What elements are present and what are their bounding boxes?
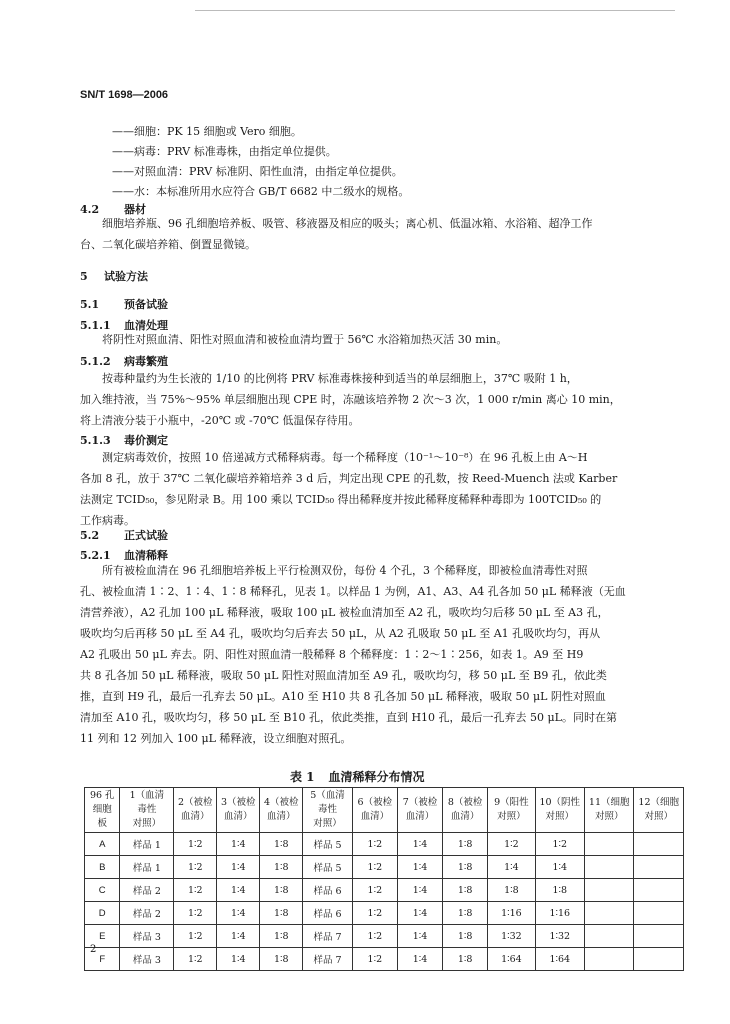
table-row [85,879,684,902]
table-title: 血清稀释分布情况 [328,770,425,784]
table-cell: 1∶2 [352,879,397,902]
section-5-1-3-body [80,447,680,531]
table-cell: 1∶8 [443,902,488,925]
table-cell: 1∶2 [352,925,397,948]
column-header: 12（细胞 对照） [634,788,684,833]
table-cell: 1∶2 [352,902,397,925]
table-cell: 1∶4 [217,833,260,856]
column-header: 10（阴性 对照） [535,788,584,833]
table-cell: 样品 7 [303,948,352,971]
table-cell [634,948,684,971]
table-cell: 1∶64 [488,948,535,971]
section-number: 4.2 [80,203,100,216]
table-cell: 1∶4 [217,856,260,879]
table-row [85,902,684,925]
table-cell: 1∶4 [397,948,442,971]
table-cell: 样品 3 [120,948,174,971]
section-5-1-2-heading [80,353,168,369]
column-header: 5（血清 毒性 对照） [303,788,352,833]
table-cell: 1∶64 [535,948,584,971]
paragraph-line: 按毒种量约为生长液的 1/10 的比例将 PRV 标准毒株接种到适当的单层细胞上，37℃ 吸附 1 h， [102,372,578,385]
table-cell: 1∶4 [397,833,442,856]
table-cell: 1∶8 [260,879,303,902]
column-header: 2（被检 血清） [174,788,217,833]
table-cell [584,833,633,856]
row-letter-cell: A [85,833,120,856]
table-cell: 1∶4 [397,879,442,902]
table-cell: 1∶2 [488,833,535,856]
section-number: 5 [80,270,88,283]
table-cell: 样品 7 [303,925,352,948]
section-title: 试验方法 [104,270,148,283]
section-5-1-2-body [80,368,680,431]
table-cell: 样品 3 [120,925,174,948]
standard-code-header: SN/T 1698—2006 [80,89,169,101]
section-5-1-heading [80,296,168,312]
paragraph-line: 推，直到 H9 孔，最后一孔弃去 50 μL。A10 至 H10 共 8 孔各加 50 μL 稀释液，吸取 50 μL 阴性对照血 [80,690,606,703]
paragraph-line: 加入维持液，当 75%～95% 单层细胞出现 CPE 时，冻融该培养物 2 次～3 次，1 000 r/min 离心 10 min， [80,393,621,406]
section-title: 器材 [124,203,146,216]
table-cell: 1∶8 [443,948,488,971]
paragraph-line: 细胞培养瓶、96 孔细胞培养板、吸管、移液器及相应的吸头；离心机、低温冰箱、水浴箱、超净工作 [102,217,593,230]
table-cell [584,856,633,879]
material-item-serum: ——对照血清：PRV 标准阴、阳性血清，由指定单位提供。 [112,165,403,178]
table-cell: 1∶4 [217,902,260,925]
table-row [85,856,684,879]
table-cell: 1∶4 [397,856,442,879]
table-cell: 1∶32 [535,925,584,948]
table-label: 表 1 [290,770,315,784]
section-5-1-1-body [80,329,680,350]
table-cell: 1∶2 [535,833,584,856]
section-5-2-heading [80,527,168,543]
table-cell: 1∶4 [217,948,260,971]
table-cell: 1∶8 [535,879,584,902]
paragraph-line: 共 8 孔各加 50 μL 稀释液，吸取 50 μL 阳性对照血清加至 A9 孔，吸吹均匀，移 50 μL 至 B9 孔，依此类 [80,669,607,682]
table-cell: 1∶4 [217,879,260,902]
column-header: 8（被检 血清） [443,788,488,833]
table-cell: 1∶2 [174,856,217,879]
table-cell [584,902,633,925]
table-cell [584,925,633,948]
table-body [85,833,684,971]
table-cell: 1∶8 [260,856,303,879]
table-cell: 1∶8 [260,902,303,925]
table-cell: 1∶2 [352,948,397,971]
table-cell: 样品 6 [303,902,352,925]
paragraph-line: 清加至 A10 孔，吸吹均匀，移 50 μL 至 B10 孔，依此类推，直到 H10 孔，最后一孔弃去 50 μL。同时在第 [80,711,617,724]
paragraph-line: 测定病毒效价，按照 10 倍递减方式稀释病毒。每一个稀释度（10⁻¹～10⁻⁸）在 96 孔板上由 A～H [102,451,588,464]
table-cell [584,948,633,971]
column-header: 4（被检 血清） [260,788,303,833]
paragraph-line: 吸吹均匀后再移 50 μL 至 A4 孔，吸吹均匀后弃去 50 μL，从 A2 孔吸取 50 μL 至 A1 孔吸吹均匀，再从 [80,627,601,640]
table-cell: 1∶16 [488,902,535,925]
table-cell [634,925,684,948]
section-number: 5.2.1 [80,549,111,562]
section-title: 预备试验 [124,298,168,311]
material-item-virus: ——病毒：PRV 标准毒株，由指定单位提供。 [112,145,337,158]
column-header: 9（阳性 对照） [488,788,535,833]
table-cell: 1∶8 [260,925,303,948]
table-row [85,833,684,856]
section-title: 正式试验 [124,529,168,542]
paragraph-line: A2 孔吸出 50 μL 弃去。阴、阳性对照血清一般稀释 8 个稀释度：1∶2～1∶256，如表 1。A9 至 H9 [80,648,584,661]
table-cell [634,902,684,925]
table-cell: 1∶4 [217,925,260,948]
row-letter-cell: D [85,902,120,925]
table-cell: 1∶8 [443,879,488,902]
section-5-1-3-heading [80,432,168,448]
table-cell: 样品 1 [120,856,174,879]
table-cell: 1∶4 [397,902,442,925]
table-cell: 1∶2 [352,856,397,879]
column-header: 7（被检 血清） [397,788,442,833]
table-cell: 1∶4 [488,856,535,879]
table-cell [634,856,684,879]
table-cell: 1∶2 [174,833,217,856]
table-cell: 1∶2 [174,925,217,948]
page-number: 2 [90,944,97,955]
table-cell: 样品 2 [120,879,174,902]
table-row [85,948,684,971]
table-cell: 1∶2 [174,948,217,971]
table-cell: 样品 5 [303,856,352,879]
paragraph-line: 台、二氧化碳培养箱、倒置显微镜。 [80,238,256,251]
column-header: 3（被检 血清） [217,788,260,833]
paragraph-line: 工作病毒。 [80,514,135,527]
table-row [85,925,684,948]
row-letter-cell: B [85,856,120,879]
serum-dilution-table [84,787,684,971]
table-cell: 样品 1 [120,833,174,856]
column-header: 96 孔 细胞 板 [85,788,120,833]
paragraph-line: 所有被检血清在 96 孔细胞培养板上平行检测双份，每份 4 个孔，3 个稀释度，即被检血清毒性对照 [102,564,588,577]
table-cell [634,833,684,856]
table-cell: 1∶2 [174,879,217,902]
section-5-heading [80,268,148,284]
column-header: 1（血清 毒性 对照） [120,788,174,833]
paragraph-line: 将阴性对照血清、阳性对照血清和被检血清均置于 56℃ 水浴箱加热灭活 30 min。 [102,333,508,346]
paragraph-line: 各加 8 孔，放于 37℃ 二氧化碳培养箱培养 3 d 后，判定出现 CPE 的孔数，按 Reed-Muench 法或 Karber [80,472,618,485]
column-header: 6（被检 血清） [352,788,397,833]
table-caption [290,768,425,785]
table-cell: 样品 2 [120,902,174,925]
material-item-water: ——水：本标准所用水应符合 GB/T 6682 中二级水的规格。 [112,185,410,198]
section-number: 5.1.2 [80,355,111,368]
row-letter-cell: F [85,948,120,971]
table-cell: 1∶8 [443,925,488,948]
table-cell: 1∶8 [443,856,488,879]
table-cell: 1∶2 [174,902,217,925]
material-item-cells: ——细胞：PK 15 细胞或 Vero 细胞。 [112,125,302,138]
section-number: 5.1.3 [80,434,111,447]
table-cell: 1∶32 [488,925,535,948]
section-title: 血清处理 [124,319,168,332]
table-cell: 1∶16 [535,902,584,925]
table-cell: 1∶4 [397,925,442,948]
section-4-2-body [80,213,680,255]
column-header: 11（细胞 对照） [584,788,633,833]
table-header-row [85,788,684,833]
section-number: 5.1.1 [80,319,111,332]
table-cell: 1∶8 [488,879,535,902]
section-5-2-1-body [80,560,680,749]
section-title: 病毒繁殖 [124,355,168,368]
table-cell: 样品 5 [303,833,352,856]
table-cell: 1∶8 [260,948,303,971]
section-number: 5.1 [80,298,100,311]
table-cell: 1∶8 [260,833,303,856]
paragraph-line: 孔、被检血清 1∶2、1∶4、1∶8 稀释孔，见表 1。以样品 1 为例，A1、A3、A4 孔各加 50 μL 稀释液（无血 [80,585,626,598]
table-cell: 样品 6 [303,879,352,902]
paragraph-line: 11 列和 12 列加入 100 μL 稀释液，设立细胞对照孔。 [80,732,352,745]
table-cell: 1∶8 [443,833,488,856]
paragraph-line: 清营养液），A2 孔加 100 μL 稀释液，吸取 100 μL 被检血清加至 A2 孔，吸吹均匀后移 50 μL 至 A3 孔， [80,606,609,619]
table-cell: 1∶4 [535,856,584,879]
table-cell [634,879,684,902]
paragraph-line: 将上清液分装于小瓶中，-20℃ 或 -70℃ 低温保存待用。 [80,414,360,427]
section-number: 5.2 [80,529,100,542]
paragraph-line: 法测定 TCID₅₀，参见附录 B。用 100 乘以 TCID₅₀ 得出稀释度并按此稀释度稀释种毒即为 100TCID₅₀ 的 [80,493,602,506]
section-title: 血清稀释 [124,549,168,562]
table-cell: 1∶2 [352,833,397,856]
row-letter-cell: C [85,879,120,902]
row-letter-cell: E [85,925,120,948]
table-cell [584,879,633,902]
top-rule [195,10,675,11]
section-title: 毒价测定 [124,434,168,447]
